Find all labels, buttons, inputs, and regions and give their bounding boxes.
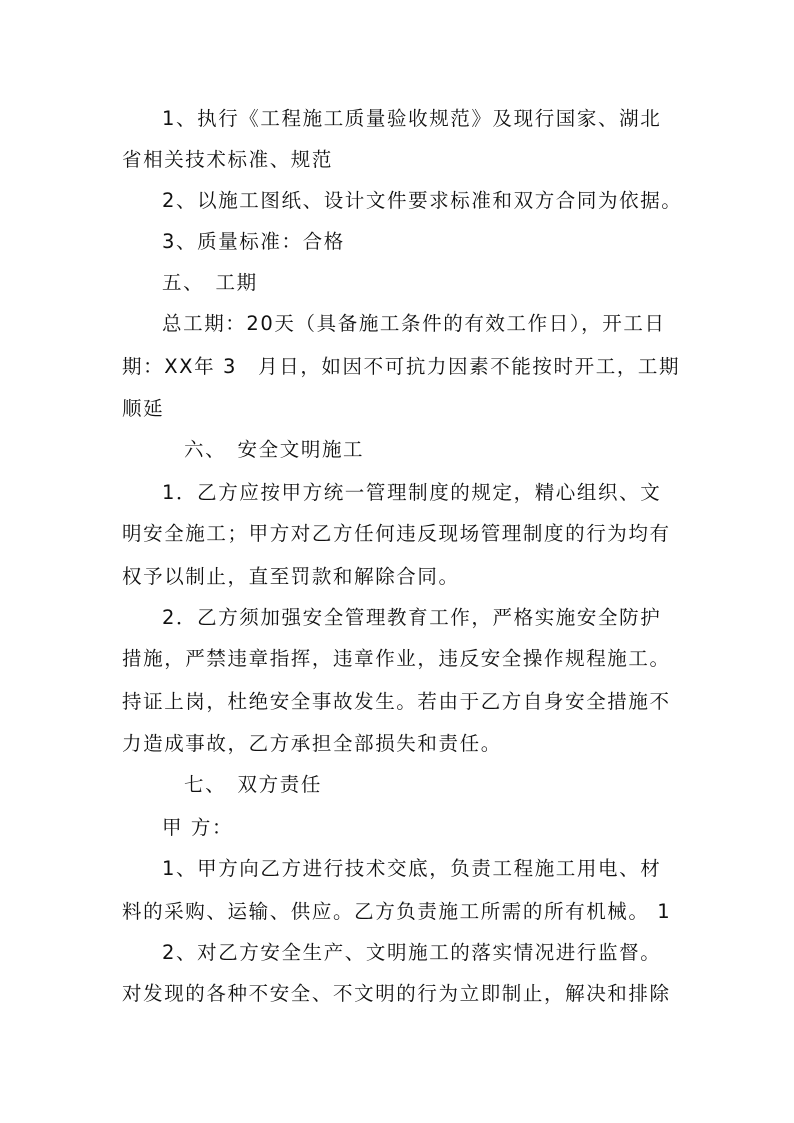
safety-clause-2-line-1: 2．乙方须加强安全管理教育工作，严格实施安全防护: [162, 606, 662, 629]
safety-clause-2-line-2: 措施，严禁违章指挥，违章作业，违反安全操作规程施工。: [122, 647, 671, 670]
party-a-duty-2-line-1: 2、对乙方安全生产、文明施工的落实情况进行监督。: [162, 941, 662, 964]
safety-clause-2-line-4: 力造成事故，乙方承担全部损失和责任。: [122, 732, 502, 755]
party-a-duty-2-line-2: 对发现的各种不安全、不文明的行为立即制止，解决和排除: [122, 982, 671, 1005]
clause-1-line-1: 1、执行《工程施工质量验收规范》及现行国家、湖北: [162, 107, 662, 130]
clause-2-line: 2、以施工图纸、设计文件要求标准和双方合同为依据。: [162, 189, 683, 212]
safety-clause-1-line-3: 权予以制止，直至罚款和解除合同。: [122, 565, 460, 588]
party-a-duty-1-line-1: 1、甲方向乙方进行技术交底，负责工程施工用电、材: [162, 857, 662, 880]
section-six-heading: 六、 安全文明施工: [184, 438, 365, 461]
party-a-heading: 甲 方：: [162, 816, 234, 839]
party-a-duty-1-line-2: 料的采购、运输、供应。乙方负责施工所需的所有机械。 1: [122, 900, 672, 923]
schedule-line-2: 期：XX年 3 月日，如因不可抗力因素不能按时开工，工期: [122, 355, 681, 378]
section-seven-heading: 七、 双方责任: [184, 773, 322, 796]
quality-standard-line: 3、质量标准：合格: [162, 230, 345, 253]
schedule-line-1: 总工期：20天（具备施工条件的有效工作日），开工日: [162, 312, 666, 335]
clause-1-line-2: 省相关技术标准、规范: [122, 148, 334, 171]
safety-clause-1-line-1: 1．乙方应按甲方统一管理制度的规定，精心组织、文: [162, 481, 662, 504]
safety-clause-1-line-2: 明安全施工；甲方对乙方任何违反现场管理制度的行为均有: [122, 522, 671, 545]
safety-clause-2-line-3: 持证上岗，杜绝安全事故发生。若由于乙方自身安全措施不: [122, 690, 671, 713]
section-five-heading: 五、 工期: [162, 271, 258, 294]
schedule-line-3: 顺延: [122, 397, 165, 420]
